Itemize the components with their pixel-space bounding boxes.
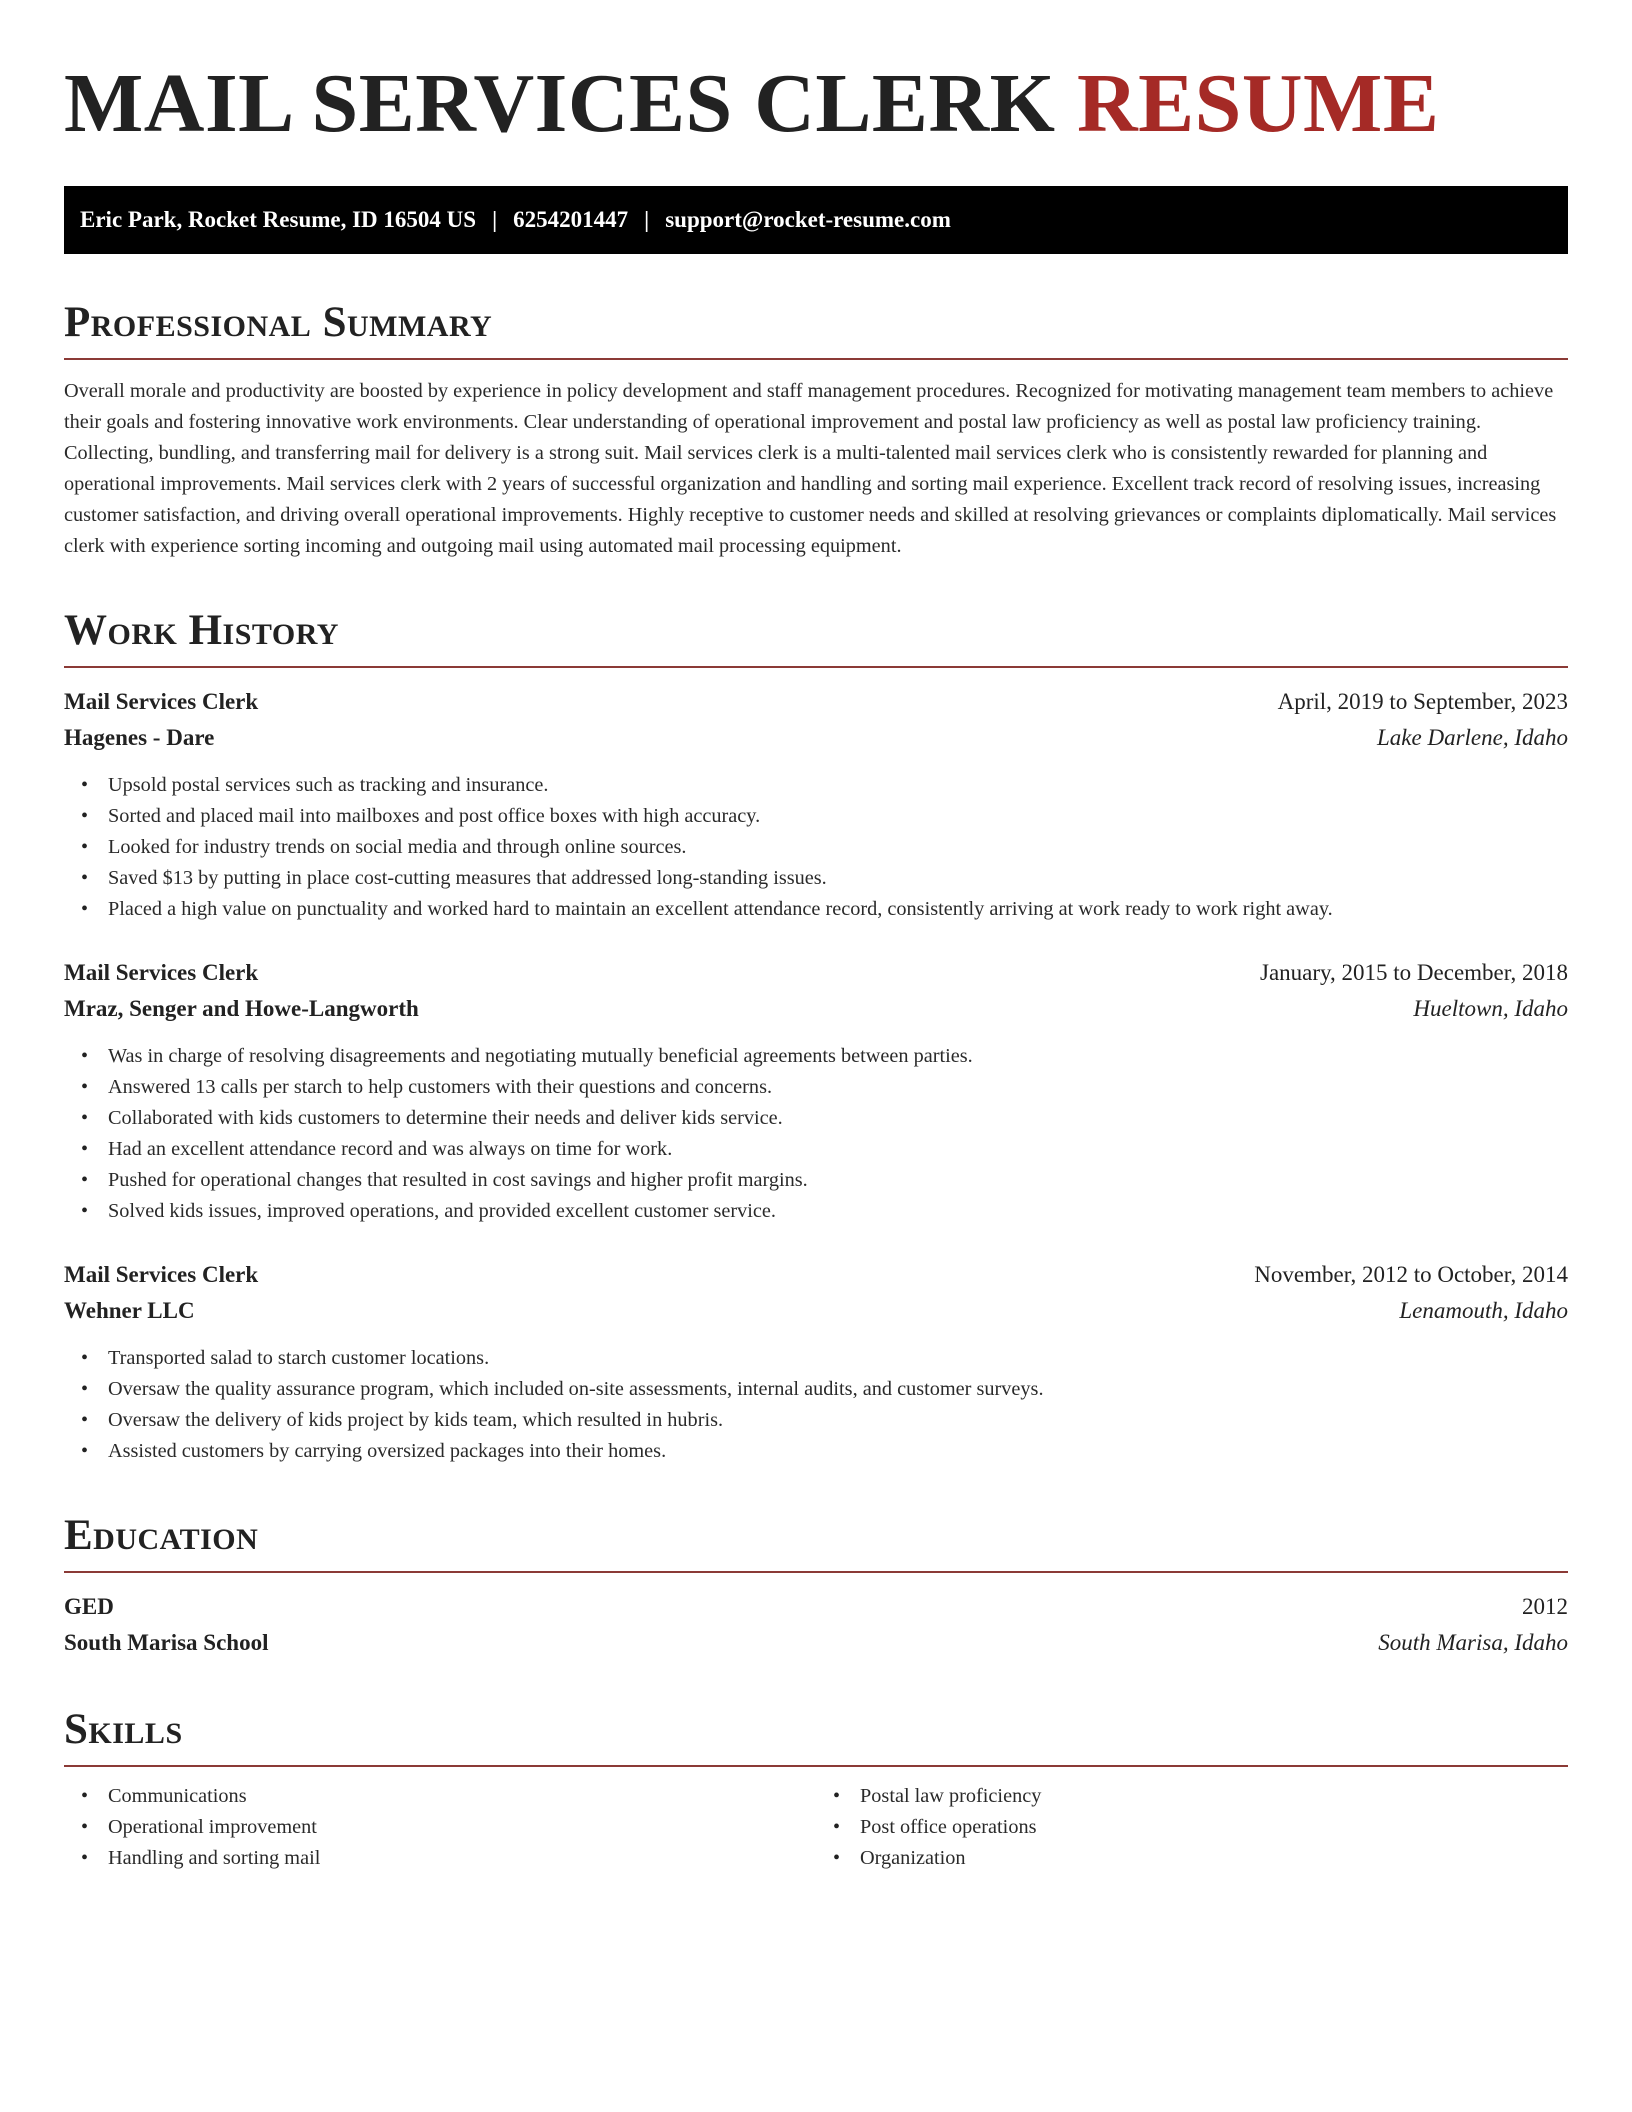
skill-item: • Post office operations	[860, 1812, 1568, 1843]
list-item: • Oversaw the delivery of kids project by kids team, which resulted in hubris.	[108, 1405, 1568, 1436]
work-history-heading: Work History	[64, 608, 1568, 668]
list-item: • Oversaw the quality assurance program, which included on-site assessments, internal audits, and customer surveys.	[108, 1374, 1568, 1405]
job-location: Lenamouth, Idaho	[1399, 1298, 1568, 1323]
education-school: South Marisa School	[64, 1630, 269, 1655]
skills-list	[64, 1781, 816, 1874]
job-dates: April, 2019 to September, 2023	[1277, 689, 1568, 714]
education-degree-row	[64, 1589, 1568, 1625]
job-company: Hagenes - Dare	[64, 725, 215, 750]
job-location: Lake Darlene, Idaho	[1377, 725, 1568, 750]
education-entry	[64, 1589, 1568, 1661]
skill-item: • Postal law proficiency	[860, 1781, 1568, 1812]
education-degree: GED	[64, 1594, 114, 1619]
job-dates: November, 2012 to October, 2014	[1254, 1262, 1568, 1287]
list-item: • Saved $13 by putting in place cost-cutting measures that addressed long-standing issues.	[108, 863, 1568, 894]
job-company-row	[64, 1293, 1568, 1329]
list-item: • Was in charge of resolving disagreements and negotiating mutually beneficial agreements between parties.	[108, 1041, 1568, 1072]
job-duties-list	[64, 1041, 1568, 1227]
education-year: 2012	[1522, 1594, 1568, 1619]
list-item: • Looked for industry trends on social media and through online sources.	[108, 832, 1568, 863]
contact-bar	[64, 186, 1568, 254]
education-heading: Education	[64, 1513, 1568, 1573]
contact-separator: |	[492, 207, 498, 232]
education-school-row	[64, 1625, 1568, 1661]
skills-heading: Skills	[64, 1707, 1568, 1767]
skills-column-right	[816, 1781, 1568, 1874]
list-item: • Upsold postal services such as tracking and insurance.	[108, 770, 1568, 801]
contact-email: support@rocket-resume.com	[665, 207, 951, 232]
job-entry	[64, 955, 1568, 1227]
list-item: • Transported salad to starch customer locations.	[108, 1343, 1568, 1374]
job-dates: January, 2015 to December, 2018	[1260, 960, 1568, 985]
job-company: Mraz, Senger and Howe-Langworth	[64, 996, 419, 1021]
title-accent: RESUME	[1076, 57, 1440, 150]
job-title: Mail Services Clerk	[64, 689, 259, 714]
skills-grid	[64, 1781, 1568, 1874]
summary-text: Overall morale and productivity are boosted by experience in policy development and staff management procedures. Recognized for motivating management team members to achieve their goals and fostering innovative work environments. Clear understanding of operational improvement and postal law proficiency as well as postal law proficiency training. Collecting, bundling, and transferring mail for delivery is a strong suit. Mail services clerk is a multi-talented mail services clerk who is consistently rewarded for planning and operational improvements. Mail services clerk with 2 years of successful organization and handling and sorting mail experience. Excellent track record of resolving issues, increasing customer satisfaction, and driving overall operational improvements. Highly receptive to customer needs and skilled at resolving grievances or complaints diplomatically. Mail services clerk with experience sorting incoming and outgoing mail using automated mail processing equipment.	[64, 380, 1557, 557]
job-header-row	[64, 1257, 1568, 1293]
contact-separator: |	[644, 207, 650, 232]
skills-list	[816, 1781, 1568, 1874]
list-item: • Placed a high value on punctuality and worked hard to maintain an excellent attendance record, consistently arriving at work ready to work right away.	[108, 894, 1568, 925]
job-duties-list	[64, 1343, 1568, 1467]
list-item: • Answered 13 calls per starch to help customers with their questions and concerns.	[108, 1072, 1568, 1103]
job-title: Mail Services Clerk	[64, 1262, 259, 1287]
skill-item: • Communications	[108, 1781, 816, 1812]
education-location: South Marisa, Idaho	[1378, 1630, 1568, 1655]
contact-name-address: Eric Park, Rocket Resume, ID 16504 US	[80, 207, 477, 232]
job-duties-list	[64, 770, 1568, 925]
skill-item: • Organization	[860, 1843, 1568, 1874]
skill-item: • Handling and sorting mail	[108, 1843, 816, 1874]
skill-item: • Operational improvement	[108, 1812, 816, 1843]
job-title: Mail Services Clerk	[64, 960, 259, 985]
list-item: • Sorted and placed mail into mailboxes and post office boxes with high accuracy.	[108, 801, 1568, 832]
skills-column-left	[64, 1781, 816, 1874]
contact-phone: 6254201447	[513, 207, 629, 232]
job-company-row	[64, 991, 1568, 1027]
list-item: • Had an excellent attendance record and was always on time for work.	[108, 1134, 1568, 1165]
summary-heading: Professional Summary	[64, 300, 1568, 360]
job-header-row	[64, 955, 1568, 991]
job-location: Hueltown, Idaho	[1413, 996, 1568, 1021]
title-main: MAIL SERVICES CLERK	[64, 57, 1056, 150]
page-title	[64, 56, 1568, 152]
job-header-row	[64, 684, 1568, 720]
job-entry	[64, 1257, 1568, 1467]
list-item: • Assisted customers by carrying oversized packages into their homes.	[108, 1436, 1568, 1467]
list-item: • Solved kids issues, improved operations, and provided excellent customer service.	[108, 1196, 1568, 1227]
job-company: Wehner LLC	[64, 1298, 195, 1323]
list-item: • Collaborated with kids customers to determine their needs and deliver kids service.	[108, 1103, 1568, 1134]
job-company-row	[64, 720, 1568, 756]
list-item: • Pushed for operational changes that resulted in cost savings and higher profit margins.	[108, 1165, 1568, 1196]
job-entry	[64, 684, 1568, 925]
